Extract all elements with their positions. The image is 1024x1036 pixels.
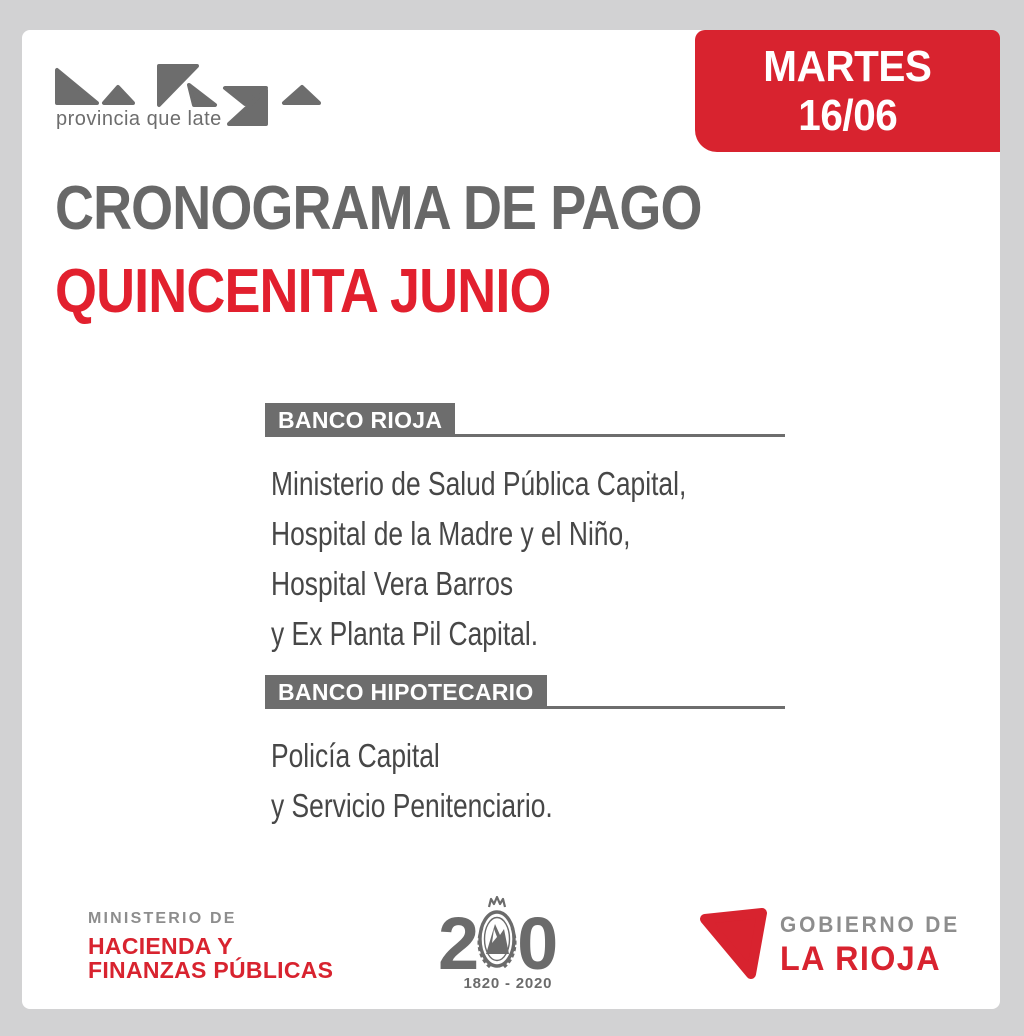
list-item: y Servicio Penitenciario.: [271, 787, 553, 824]
ministry-name-line1: HACIENDA Y: [88, 933, 233, 959]
ministry-name-line2: FINANZAS PÚBLICAS: [88, 957, 334, 983]
bicentennial-years: 1820 - 2020: [463, 975, 553, 992]
banco-rioja-list: [271, 459, 799, 659]
date-badge: [695, 30, 1000, 152]
government-triangle-icon: [698, 908, 772, 989]
la-rioja-logo: [55, 64, 335, 140]
section-heading-banco-rioja: BANCO RIOJA: [265, 403, 455, 437]
section-header: [265, 403, 785, 437]
section-header: [265, 675, 785, 709]
ministry-dept-label: MINISTERIO DE: [88, 910, 237, 927]
section-heading-banco-hipotecario: BANCO HIPOTECARIO: [265, 675, 547, 709]
page-title-line1: CRONOGRAMA DE PAGO: [55, 174, 702, 243]
bicentennial-logo: [438, 896, 556, 992]
poster-card: [22, 30, 1000, 1009]
list-item: Ministerio de Salud Pública Capital,: [271, 465, 687, 502]
government-line1: GOBIERNO DE: [780, 912, 960, 937]
page-title-line2: QUINCENITA JUNIO: [55, 257, 551, 326]
list-item: Hospital de la Madre y el Niño,: [271, 515, 631, 552]
section-banco-hipotecario: [265, 675, 785, 831]
bicentennial-digit-right: 0: [517, 902, 557, 985]
list-item: y Ex Planta Pil Capital.: [271, 615, 539, 652]
logo-tagline: provincia que late: [56, 108, 222, 130]
list-item: Hospital Vera Barros: [271, 565, 514, 602]
section-banco-rioja: [265, 403, 785, 659]
badge-day: MARTES: [763, 42, 932, 91]
banco-hipotecario-list: [271, 731, 799, 831]
badge-date: 16/06: [797, 91, 897, 140]
list-item: Policía Capital: [271, 737, 440, 774]
government-logo: [780, 912, 960, 979]
government-line2: LA RIOJA: [780, 940, 941, 978]
mountain-crest-icon: [474, 896, 520, 972]
bicentennial-digit-left: 2: [438, 902, 478, 985]
ministry-logo: [88, 910, 333, 982]
